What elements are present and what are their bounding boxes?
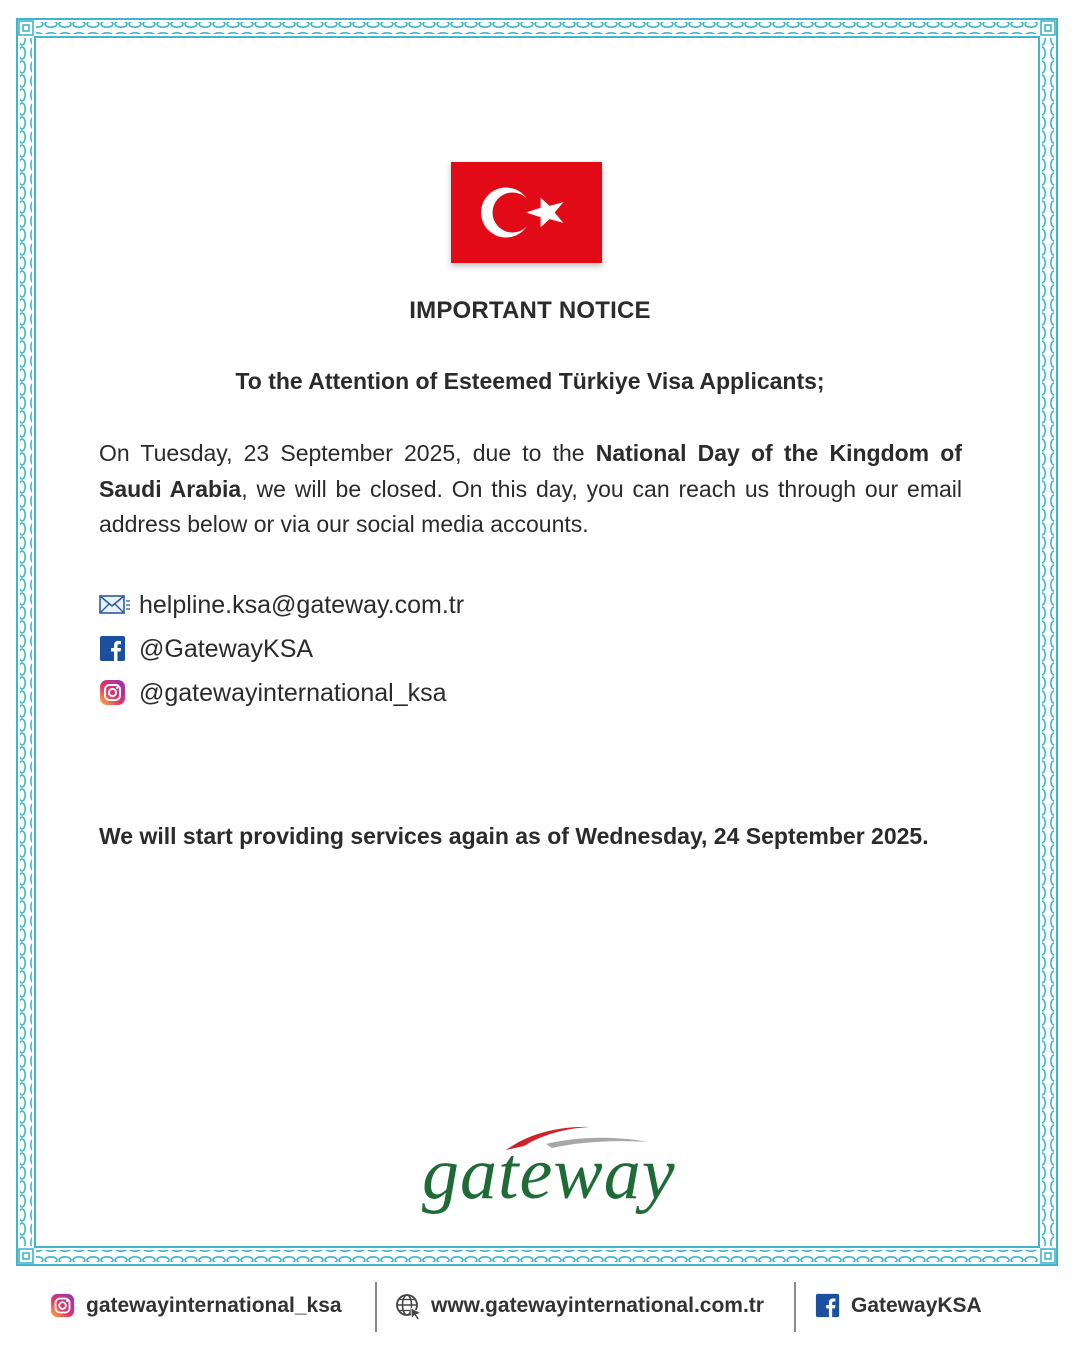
attention-heading: To the Attention of Esteemed Türkiye Visa Applicants; xyxy=(235,368,825,394)
email-address[interactable]: helpline.ksa@gateway.com.tr xyxy=(139,590,465,619)
reopening-notice: We will start providing services again as of Wednesday, 24 September 2025. xyxy=(99,823,929,849)
facebook-handle[interactable]: @GatewayKSA xyxy=(139,634,314,663)
footer-instagram[interactable] xyxy=(50,1290,342,1322)
footer-website[interactable] xyxy=(395,1290,764,1322)
contact-email[interactable] xyxy=(99,590,464,620)
footer-facebook[interactable] xyxy=(815,1290,982,1322)
instagram-icon xyxy=(99,679,127,707)
footer-bar xyxy=(0,1278,1080,1338)
footer-divider xyxy=(794,1282,796,1332)
globe-cursor-icon xyxy=(395,1293,421,1319)
closure-rest: , we will be closed. On this day, you can reach us through our email address below or via our social media accounts. xyxy=(99,475,962,537)
closure-paragraph xyxy=(99,436,962,543)
notice-title: IMPORTANT NOTICE xyxy=(409,297,651,324)
contact-instagram[interactable] xyxy=(99,678,447,708)
facebook-icon xyxy=(99,635,127,663)
facebook-icon xyxy=(815,1293,841,1319)
gateway-logo xyxy=(418,1122,680,1214)
contact-facebook[interactable] xyxy=(99,634,313,664)
instagram-handle[interactable]: @gatewayinternational_ksa xyxy=(139,678,447,707)
footer-website-label[interactable]: www.gatewayinternational.com.tr xyxy=(431,1294,764,1317)
closure-intro: On Tuesday, 23 September 2025, due to the xyxy=(99,440,596,466)
instagram-icon xyxy=(50,1293,76,1319)
closure-holiday: National Day of the Kingdom of Saudi Arabia xyxy=(99,440,962,502)
logo-wordmark: gateway xyxy=(422,1133,676,1215)
turkey-flag-icon xyxy=(451,162,602,263)
footer-facebook-label[interactable]: GatewayKSA xyxy=(851,1294,982,1317)
footer-divider xyxy=(375,1282,377,1332)
footer-instagram-label[interactable]: gatewayinternational_ksa xyxy=(86,1294,342,1317)
envelope-icon xyxy=(99,591,127,619)
